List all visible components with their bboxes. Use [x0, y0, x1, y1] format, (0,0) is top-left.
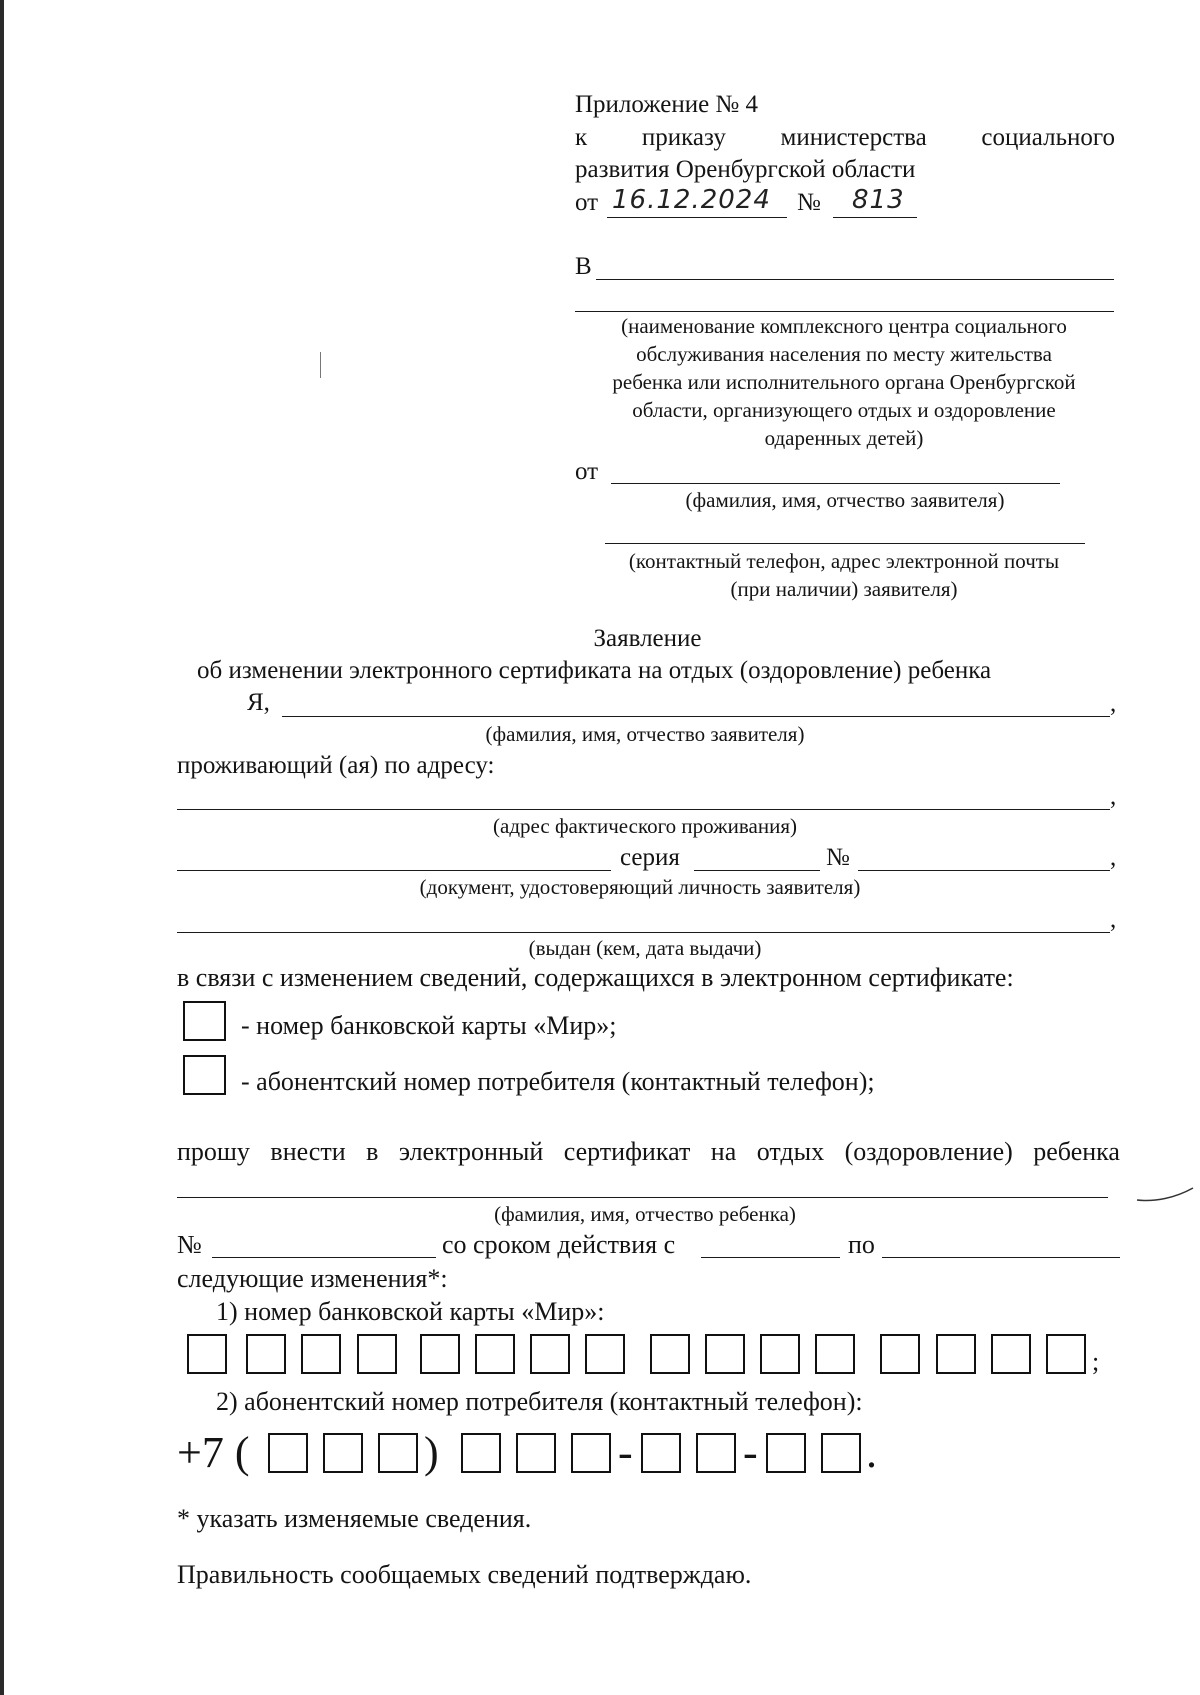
phone-digit-box[interactable] [378, 1433, 418, 1473]
applicant-name-caption: (фамилия, имя, отчество заявителя) [485, 722, 805, 746]
request-word: (оздоровление) [844, 1137, 1013, 1166]
card-end-mark: ; [1092, 1347, 1100, 1376]
item1-label: 1) номер банковской карты «Мир»: [216, 1297, 605, 1326]
confirmation-text: Правильность сообщаемых сведений подтверждаю. [177, 1560, 752, 1589]
scan-tick-mark [320, 352, 321, 378]
request-word: электронный [398, 1137, 544, 1166]
card-digit-box[interactable] [1046, 1334, 1086, 1374]
phone-close: ) [424, 1428, 439, 1477]
applicant-name-line [282, 716, 1110, 717]
to-line-1 [596, 279, 1114, 280]
child-name-line [177, 1197, 1108, 1198]
card-digit-box[interactable] [475, 1334, 515, 1374]
contact-line [605, 543, 1085, 544]
request-line [177, 1137, 1120, 1167]
card-digit-box[interactable] [530, 1334, 570, 1374]
item2-label: 2) абонентский номер потребителя (контактный телефон): [216, 1387, 863, 1416]
document-caption: (документ, удостоверяющий личность заявителя) [419, 875, 861, 899]
card-digit-box[interactable] [357, 1334, 397, 1374]
phone-digit-box[interactable] [268, 1433, 308, 1473]
card-digit-box[interactable] [936, 1334, 976, 1374]
option-card-label: - номер банковской карты «Мир»; [241, 1011, 617, 1040]
comma: , [1110, 906, 1117, 933]
request-word: на [710, 1137, 737, 1166]
card-digit-box[interactable] [187, 1334, 227, 1374]
child-name-caption: (фамилия, имя, отчество ребенка) [494, 1202, 796, 1226]
phone-digit-box[interactable] [821, 1433, 861, 1473]
series-label: серия [620, 844, 680, 871]
to-caption-1: (наименование комплексного центра социального [621, 314, 1067, 338]
document-heading: Заявление [593, 625, 702, 652]
phone-digit-box[interactable] [766, 1433, 806, 1473]
phone-end-mark: . [866, 1428, 877, 1477]
request-word: отдых [756, 1137, 825, 1166]
card-digit-box[interactable] [585, 1334, 625, 1374]
from-line [611, 483, 1060, 484]
date-prefix: от [575, 189, 599, 216]
request-word: сертификат [563, 1137, 691, 1166]
date-line [607, 217, 787, 218]
date-handwritten: 16.12.2024 [612, 185, 771, 215]
contact-caption-1: (контактный телефон, адрес электронной почты [628, 549, 1060, 573]
card-digit-box[interactable] [815, 1334, 855, 1374]
card-digit-box[interactable] [420, 1334, 460, 1374]
to-caption-2: обслуживания населения по месту жительства [636, 342, 1052, 366]
cert-number-line [212, 1257, 436, 1258]
phone-digit-box[interactable] [571, 1433, 611, 1473]
order-line-1 [575, 123, 1115, 153]
phone-digit-box[interactable] [696, 1433, 736, 1473]
contact-caption-2: (при наличии) заявителя) [730, 577, 958, 601]
phone-prefix: +7 ( [177, 1428, 250, 1477]
document-type-line [177, 870, 611, 871]
annex-title: Приложение № 4 [575, 91, 759, 118]
validity-to-line [882, 1257, 1120, 1258]
following-changes-label: следующие изменения*: [177, 1264, 448, 1293]
issued-caption: (выдан (кем, дата выдачи) [528, 936, 762, 960]
order-word: приказу [641, 124, 726, 151]
option-phone-label: - абонентский номер потребителя (контактный телефон); [241, 1067, 875, 1096]
request-word: в [366, 1137, 379, 1166]
validity-from-line [701, 1257, 840, 1258]
cert-number-sign: № [177, 1230, 202, 1259]
card-digit-box[interactable] [880, 1334, 920, 1374]
scan-stroke-mark [1135, 1180, 1195, 1210]
phone-digit-box[interactable] [641, 1433, 681, 1473]
order-line-2: развития Оренбургской области [575, 156, 916, 183]
card-digit-box[interactable] [246, 1334, 286, 1374]
phone-dash: - [618, 1428, 633, 1477]
to-prefix: В [575, 253, 592, 280]
order-word: к [575, 124, 588, 151]
phone-digit-box[interactable] [516, 1433, 556, 1473]
residing-label: проживающий (ая) по адресу: [177, 752, 495, 779]
number-handwritten: 813 [852, 185, 905, 215]
address-caption: (адрес фактического проживания) [493, 814, 797, 838]
card-digit-box[interactable] [760, 1334, 800, 1374]
to-caption-3: ребенка или исполнительного органа Оренбургской [612, 370, 1076, 394]
request-word: внести [270, 1137, 346, 1166]
to-line-2 [575, 311, 1114, 312]
number-label: № [826, 844, 850, 871]
scan-left-edge [0, 0, 4, 1695]
footnote: * указать изменяемые сведения. [177, 1504, 532, 1533]
validity-to-label: по [848, 1230, 875, 1259]
phone-digit-box[interactable] [461, 1433, 501, 1473]
order-word: социального [981, 124, 1115, 151]
to-caption-4: области, организующего отдых и оздоровление [632, 398, 1056, 422]
from-prefix: от [575, 458, 599, 485]
comma: , [1110, 844, 1117, 871]
to-caption-5: одаренных детей) [764, 426, 924, 450]
card-digit-box[interactable] [991, 1334, 1031, 1374]
from-caption: (фамилия, имя, отчество заявителя) [685, 488, 1005, 512]
card-change-checkbox[interactable] [183, 1001, 226, 1041]
order-word: министерства [780, 124, 927, 151]
due-to-text: в связи с изменением сведений, содержащихся в электронном сертификате: [177, 963, 1014, 992]
address-line [177, 809, 1110, 810]
phone-digit-box[interactable] [323, 1433, 363, 1473]
card-digit-box[interactable] [650, 1334, 690, 1374]
document-number-line [858, 870, 1110, 871]
validity-from-label: со сроком действия с [442, 1230, 676, 1259]
comma: , [1110, 690, 1117, 717]
i-prefix: Я, [247, 689, 270, 716]
comma: , [1110, 783, 1117, 810]
number-sign: № [797, 189, 821, 216]
issued-line [177, 932, 1110, 933]
number-line [833, 217, 917, 218]
card-digit-box[interactable] [301, 1334, 341, 1374]
request-word: прошу [177, 1137, 250, 1166]
request-word: ребенка [1033, 1137, 1120, 1166]
card-digit-box[interactable] [705, 1334, 745, 1374]
series-line [694, 870, 820, 871]
document-subtitle: об изменении электронного сертификата на отдых (оздоровление) ребенка [197, 657, 992, 684]
phone-dash: - [743, 1428, 758, 1477]
phone-change-checkbox[interactable] [183, 1055, 226, 1095]
